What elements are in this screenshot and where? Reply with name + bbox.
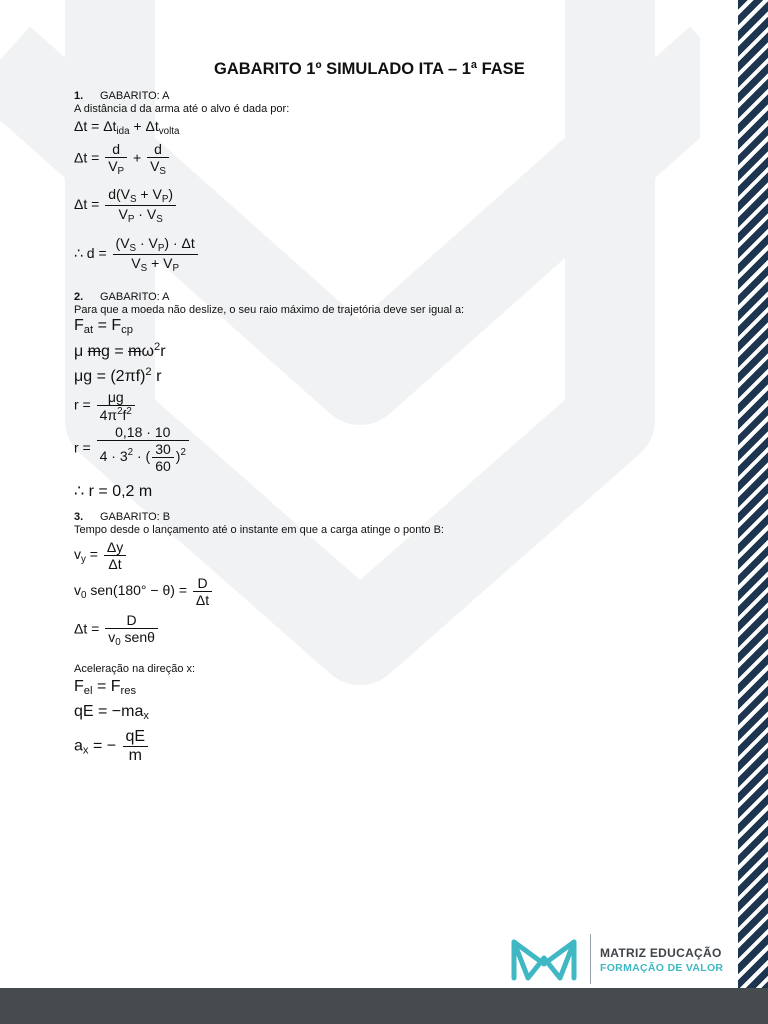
q2-equation-4: r = $\frac{\mu g}{4\pi^2f^2}$ — [74, 389, 137, 423]
q3-equation-3: Δt = $\frac{D}{v_0 sen\theta}$ — [74, 612, 160, 648]
footer-band — [0, 988, 768, 1024]
q2-equation-2: μ mg = $m\omega^2r$ — [74, 341, 166, 360]
question-number: 3. — [74, 511, 84, 523]
decorative-stripe-bar — [738, 0, 768, 1024]
page-title: GABARITO 1º SIMULADO ITA – 1ª FASE — [214, 60, 525, 78]
q2-equation-5: r = 0,18 · 10 $4 \cdot 3^2$ · ( $\frac{30}{60}$ )$^2$ — [74, 424, 191, 474]
q1-equation-3: Δt = $\frac{d(V_S + V_P)}{V_P \cdot V_S}$ — [74, 186, 178, 225]
q2-equation-1: $F_{at} = F_{cp}$ — [74, 317, 133, 336]
q3-equation-6: $a_x$ = − $\frac{qE}{m}$ — [74, 728, 150, 765]
matriz-logo-icon — [508, 934, 580, 984]
q2-equation-6: ∴ r = 0,2 m — [74, 483, 153, 500]
question-answer: GABARITO: B — [100, 511, 171, 523]
question-2-header — [74, 291, 170, 303]
q3-equation-2: $v_0$ sen(180° − θ) = $\frac{D}{\Delta t}$ — [74, 575, 214, 608]
question-3-header — [74, 511, 170, 523]
question-answer: GABARITO: A — [100, 291, 170, 303]
q3-equation-4: $F_{el} = F_{res}$ — [74, 678, 137, 697]
q3-equation-5: qE = $-ma_x$ — [74, 703, 149, 722]
question-number: 2. — [74, 291, 84, 303]
brand-divider — [590, 934, 591, 984]
brand-name — [600, 946, 723, 974]
question-1-header — [74, 90, 170, 102]
question-answer: GABARITO: A — [100, 90, 170, 102]
brand-line-1: MATRIZ EDUCAÇÃO — [600, 946, 722, 960]
question-1-intro: A distância d da arma até o alvo é dada por: — [74, 103, 290, 115]
question-3-intro: Tempo desde o lançamento até o instante em que a carga atinge o ponto B: — [74, 524, 444, 536]
brand-line-2: FORMAÇÃO DE VALOR — [600, 962, 724, 974]
question-number: 1. — [74, 90, 84, 102]
q1-equation-2: Δt = $\frac{d}{V_P}$ + $\frac{d}{V_S}$ — [74, 141, 171, 177]
q2-equation-3: $\mu g = (2\pi f)^2$ r — [74, 366, 162, 385]
question-2-intro: Para que a moeda não deslize, o seu raio máximo de trajetória deve ser igual a: — [74, 304, 465, 316]
q3-equation-1: $v_y$ = $\frac{\Delta y}{\Delta t}$ — [74, 539, 128, 572]
q1-equation-4: ∴ d = $\frac{(V_S \cdot V_P) \cdot \Delta t}{V_S + V_P}$ — [74, 235, 200, 274]
question-3-intro-2: Aceleração na direção x: — [74, 663, 196, 675]
q1-equation-1: $\Delta t = \Delta t_{ida} + \Delta t_{volta}$ — [74, 118, 180, 137]
